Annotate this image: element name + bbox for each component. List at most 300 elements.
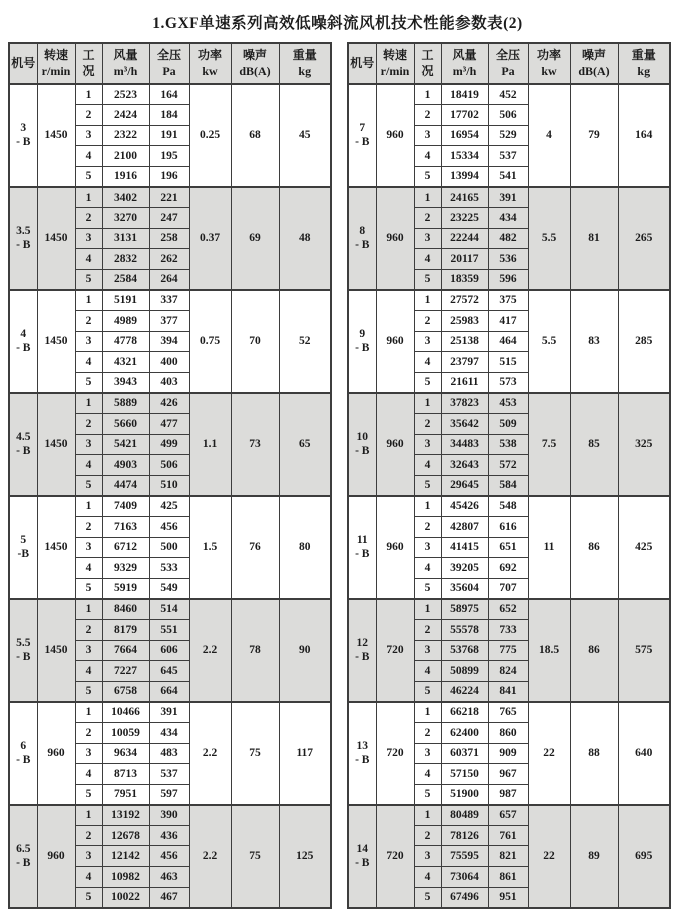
cell-airflow: 27572 — [441, 290, 488, 311]
cell-pressure: 536 — [488, 249, 528, 270]
cell-pressure: 477 — [149, 414, 189, 435]
cell-noise: 85 — [570, 393, 618, 496]
cell-power: 11 — [528, 496, 570, 599]
cell-airflow: 18359 — [441, 269, 488, 290]
cell-power: 2.2 — [189, 805, 231, 908]
cell-condition: 2 — [414, 311, 441, 332]
cell-condition: 1 — [75, 290, 102, 311]
cell-airflow: 8713 — [102, 764, 149, 785]
cell-weight: 45 — [279, 84, 331, 187]
cell-condition: 5 — [75, 475, 102, 496]
cell-condition: 5 — [414, 681, 441, 702]
cell-condition: 2 — [414, 414, 441, 435]
cell-condition: 3 — [414, 228, 441, 249]
cell-speed: 1450 — [37, 393, 75, 496]
cell-power: 18.5 — [528, 599, 570, 702]
cell-speed: 720 — [376, 702, 414, 805]
col-header-condition: 工 况 — [75, 43, 102, 84]
spec-row — [9, 496, 331, 517]
cell-condition: 1 — [414, 393, 441, 414]
cell-weight: 425 — [618, 496, 670, 599]
cell-airflow: 25138 — [441, 331, 488, 352]
cell-pressure: 403 — [149, 372, 189, 393]
cell-weight: 575 — [618, 599, 670, 702]
cell-airflow: 67496 — [441, 887, 488, 908]
cell-pressure: 541 — [488, 166, 528, 187]
cell-condition: 2 — [75, 825, 102, 846]
cell-condition: 4 — [414, 867, 441, 888]
cell-condition: 1 — [75, 496, 102, 517]
cell-speed: 720 — [376, 805, 414, 908]
cell-airflow: 2832 — [102, 249, 149, 270]
spec-row — [9, 290, 331, 311]
cell-speed: 1450 — [37, 187, 75, 290]
spec-row — [9, 187, 331, 208]
cell-condition: 2 — [75, 722, 102, 743]
cell-condition: 3 — [75, 537, 102, 558]
cell-airflow: 10982 — [102, 867, 149, 888]
cell-airflow: 2424 — [102, 105, 149, 126]
cell-power: 5.5 — [528, 187, 570, 290]
cell-condition: 2 — [414, 722, 441, 743]
cell-weight: 164 — [618, 84, 670, 187]
cell-model: 11 - B — [348, 496, 376, 599]
cell-condition: 4 — [414, 558, 441, 579]
cell-pressure: 426 — [149, 393, 189, 414]
cell-pressure: 606 — [149, 640, 189, 661]
cell-pressure: 538 — [488, 434, 528, 455]
cell-airflow: 45426 — [441, 496, 488, 517]
cell-condition: 4 — [414, 455, 441, 476]
cell-pressure: 841 — [488, 681, 528, 702]
cell-model: 7 - B — [348, 84, 376, 187]
cell-model: 5 -B — [9, 496, 37, 599]
cell-condition: 1 — [75, 187, 102, 208]
cell-weight: 125 — [279, 805, 331, 908]
cell-condition: 4 — [414, 249, 441, 270]
cell-condition: 3 — [75, 125, 102, 146]
cell-condition: 1 — [414, 290, 441, 311]
cell-speed: 1450 — [37, 496, 75, 599]
spec-table-left — [8, 42, 332, 909]
cell-pressure: 533 — [149, 558, 189, 579]
cell-speed: 960 — [37, 805, 75, 908]
cell-noise: 86 — [570, 496, 618, 599]
cell-pressure: 434 — [149, 722, 189, 743]
cell-condition: 5 — [414, 269, 441, 290]
cell-speed: 720 — [376, 599, 414, 702]
cell-pressure: 400 — [149, 352, 189, 373]
cell-airflow: 4778 — [102, 331, 149, 352]
cell-airflow: 7409 — [102, 496, 149, 517]
cell-condition: 3 — [75, 331, 102, 352]
cell-pressure: 909 — [488, 743, 528, 764]
cell-airflow: 9634 — [102, 743, 149, 764]
cell-model: 6.5 - B — [9, 805, 37, 908]
cell-condition: 1 — [75, 702, 102, 723]
cell-condition: 5 — [75, 681, 102, 702]
cell-airflow: 22244 — [441, 228, 488, 249]
cell-pressure: 456 — [149, 516, 189, 537]
col-header-power: 功率 kw — [528, 43, 570, 84]
cell-airflow: 50899 — [441, 661, 488, 682]
cell-pressure: 394 — [149, 331, 189, 352]
col-header-condition: 工 况 — [414, 43, 441, 84]
cell-noise: 78 — [231, 599, 279, 702]
cell-airflow: 29645 — [441, 475, 488, 496]
cell-power: 0.25 — [189, 84, 231, 187]
cell-weight: 117 — [279, 702, 331, 805]
header-row — [348, 43, 670, 84]
cell-noise: 68 — [231, 84, 279, 187]
spec-row — [348, 702, 670, 723]
spec-row — [348, 290, 670, 311]
cell-condition: 1 — [414, 702, 441, 723]
cell-condition: 3 — [414, 537, 441, 558]
cell-pressure: 549 — [149, 578, 189, 599]
cell-airflow: 32643 — [441, 455, 488, 476]
cell-pressure: 967 — [488, 764, 528, 785]
cell-condition: 3 — [414, 125, 441, 146]
cell-airflow: 3402 — [102, 187, 149, 208]
cell-airflow: 66218 — [441, 702, 488, 723]
spec-row — [9, 393, 331, 414]
cell-airflow: 78126 — [441, 825, 488, 846]
cell-condition: 3 — [414, 846, 441, 867]
cell-condition: 5 — [75, 784, 102, 805]
page-title: 1.GXF单速系列高效低噪斜流风机技术性能参数表(2) — [152, 15, 523, 32]
cell-condition: 1 — [414, 599, 441, 620]
cell-airflow: 4474 — [102, 475, 149, 496]
cell-airflow: 25983 — [441, 311, 488, 332]
cell-condition: 2 — [414, 619, 441, 640]
cell-pressure: 483 — [149, 743, 189, 764]
cell-weight: 640 — [618, 702, 670, 805]
cell-noise: 89 — [570, 805, 618, 908]
cell-power: 2.2 — [189, 599, 231, 702]
cell-weight: 325 — [618, 393, 670, 496]
cell-weight: 52 — [279, 290, 331, 393]
col-header-model: 机号 — [348, 43, 376, 84]
cell-noise: 83 — [570, 290, 618, 393]
cell-pressure: 596 — [488, 269, 528, 290]
cell-pressure: 551 — [149, 619, 189, 640]
spec-table-right — [347, 42, 671, 909]
spec-row — [348, 496, 670, 517]
cell-pressure: 436 — [149, 825, 189, 846]
cell-pressure: 184 — [149, 105, 189, 126]
cell-pressure: 707 — [488, 578, 528, 599]
cell-airflow: 3270 — [102, 208, 149, 229]
cell-pressure: 652 — [488, 599, 528, 620]
cell-model: 8 - B — [348, 187, 376, 290]
cell-airflow: 21611 — [441, 372, 488, 393]
cell-airflow: 13994 — [441, 166, 488, 187]
cell-condition: 2 — [75, 516, 102, 537]
cell-condition: 5 — [75, 887, 102, 908]
cell-airflow: 39205 — [441, 558, 488, 579]
cell-airflow: 75595 — [441, 846, 488, 867]
cell-condition: 4 — [75, 867, 102, 888]
cell-airflow: 42807 — [441, 516, 488, 537]
cell-pressure: 247 — [149, 208, 189, 229]
cell-airflow: 6758 — [102, 681, 149, 702]
cell-speed: 1450 — [37, 290, 75, 393]
cell-airflow: 15334 — [441, 146, 488, 167]
cell-condition: 2 — [414, 825, 441, 846]
cell-condition: 3 — [75, 640, 102, 661]
cell-condition: 4 — [414, 352, 441, 373]
cell-airflow: 8179 — [102, 619, 149, 640]
cell-pressure: 467 — [149, 887, 189, 908]
cell-airflow: 12142 — [102, 846, 149, 867]
cell-pressure: 377 — [149, 311, 189, 332]
cell-airflow: 24165 — [441, 187, 488, 208]
cell-pressure: 861 — [488, 867, 528, 888]
cell-noise: 75 — [231, 702, 279, 805]
cell-condition: 5 — [75, 166, 102, 187]
cell-weight: 90 — [279, 599, 331, 702]
cell-condition: 4 — [414, 764, 441, 785]
cell-condition: 1 — [414, 84, 441, 105]
spec-row — [348, 393, 670, 414]
cell-pressure: 514 — [149, 599, 189, 620]
cell-pressure: 733 — [488, 619, 528, 640]
cell-noise: 70 — [231, 290, 279, 393]
cell-power: 22 — [528, 805, 570, 908]
cell-airflow: 5889 — [102, 393, 149, 414]
cell-airflow: 37823 — [441, 393, 488, 414]
cell-noise: 88 — [570, 702, 618, 805]
cell-condition: 3 — [75, 228, 102, 249]
cell-speed: 960 — [376, 496, 414, 599]
cell-pressure: 657 — [488, 805, 528, 826]
cell-pressure: 987 — [488, 784, 528, 805]
cell-pressure: 761 — [488, 825, 528, 846]
cell-airflow: 34483 — [441, 434, 488, 455]
cell-condition: 4 — [414, 661, 441, 682]
cell-model: 3 - B — [9, 84, 37, 187]
cell-pressure: 164 — [149, 84, 189, 105]
cell-pressure: 821 — [488, 846, 528, 867]
cell-airflow: 23797 — [441, 352, 488, 373]
col-header-airflow: 风量 m³/h — [102, 43, 149, 84]
spec-row — [348, 84, 670, 105]
cell-pressure: 572 — [488, 455, 528, 476]
cell-condition: 3 — [75, 743, 102, 764]
spec-row — [348, 599, 670, 620]
cell-condition: 2 — [414, 516, 441, 537]
cell-airflow: 3131 — [102, 228, 149, 249]
cell-pressure: 453 — [488, 393, 528, 414]
cell-noise: 69 — [231, 187, 279, 290]
cell-airflow: 4903 — [102, 455, 149, 476]
cell-noise: 75 — [231, 805, 279, 908]
cell-airflow: 3943 — [102, 372, 149, 393]
spec-row — [9, 702, 331, 723]
col-header-weight: 重量 kg — [279, 43, 331, 84]
cell-airflow: 2322 — [102, 125, 149, 146]
cell-pressure: 191 — [149, 125, 189, 146]
cell-pressure: 452 — [488, 84, 528, 105]
cell-weight: 65 — [279, 393, 331, 496]
cell-airflow: 12678 — [102, 825, 149, 846]
cell-airflow: 2584 — [102, 269, 149, 290]
cell-condition: 2 — [75, 208, 102, 229]
cell-condition: 3 — [75, 434, 102, 455]
cell-pressure: 824 — [488, 661, 528, 682]
cell-noise: 76 — [231, 496, 279, 599]
cell-pressure: 375 — [488, 290, 528, 311]
cell-condition: 1 — [75, 84, 102, 105]
cell-pressure: 529 — [488, 125, 528, 146]
col-header-noise: 噪声 dB(A) — [570, 43, 618, 84]
cell-condition: 5 — [75, 578, 102, 599]
cell-condition: 5 — [414, 784, 441, 805]
col-header-power: 功率 kw — [189, 43, 231, 84]
cell-pressure: 390 — [149, 805, 189, 826]
cell-condition: 5 — [414, 887, 441, 908]
cell-power: 5.5 — [528, 290, 570, 393]
cell-condition: 5 — [414, 475, 441, 496]
cell-model: 12 - B — [348, 599, 376, 702]
cell-model: 13 - B — [348, 702, 376, 805]
cell-condition: 4 — [414, 146, 441, 167]
cell-condition: 2 — [75, 414, 102, 435]
cell-airflow: 35642 — [441, 414, 488, 435]
cell-weight: 265 — [618, 187, 670, 290]
cell-airflow: 73064 — [441, 867, 488, 888]
cell-condition: 1 — [414, 187, 441, 208]
cell-airflow: 10022 — [102, 887, 149, 908]
cell-condition: 3 — [414, 743, 441, 764]
cell-airflow: 8460 — [102, 599, 149, 620]
cell-airflow: 57150 — [441, 764, 488, 785]
cell-condition: 5 — [75, 269, 102, 290]
cell-condition: 1 — [75, 393, 102, 414]
cell-pressure: 506 — [149, 455, 189, 476]
cell-speed: 960 — [37, 702, 75, 805]
cell-pressure: 337 — [149, 290, 189, 311]
cell-model: 4.5 - B — [9, 393, 37, 496]
cell-weight: 80 — [279, 496, 331, 599]
cell-airflow: 60371 — [441, 743, 488, 764]
cell-condition: 1 — [414, 805, 441, 826]
cell-condition: 4 — [75, 249, 102, 270]
cell-pressure: 664 — [149, 681, 189, 702]
cell-pressure: 616 — [488, 516, 528, 537]
cell-airflow: 58975 — [441, 599, 488, 620]
col-header-speed: 转速 r/min — [37, 43, 75, 84]
cell-model: 14 - B — [348, 805, 376, 908]
cell-condition: 5 — [414, 166, 441, 187]
cell-condition: 4 — [75, 661, 102, 682]
header-row — [9, 43, 331, 84]
cell-airflow: 5191 — [102, 290, 149, 311]
cell-model: 3.5 - B — [9, 187, 37, 290]
cell-pressure: 537 — [149, 764, 189, 785]
cell-pressure: 195 — [149, 146, 189, 167]
cell-airflow: 9329 — [102, 558, 149, 579]
cell-condition: 1 — [75, 805, 102, 826]
tables-container — [0, 42, 675, 909]
cell-pressure: 584 — [488, 475, 528, 496]
cell-airflow: 20117 — [441, 249, 488, 270]
cell-pressure: 258 — [149, 228, 189, 249]
col-header-weight: 重量 kg — [618, 43, 670, 84]
cell-condition: 4 — [75, 146, 102, 167]
col-header-model: 机号 — [9, 43, 37, 84]
cell-condition: 2 — [75, 105, 102, 126]
cell-airflow: 17702 — [441, 105, 488, 126]
cell-noise: 81 — [570, 187, 618, 290]
cell-airflow: 41415 — [441, 537, 488, 558]
cell-model: 6 - B — [9, 702, 37, 805]
cell-airflow: 16954 — [441, 125, 488, 146]
cell-weight: 285 — [618, 290, 670, 393]
cell-pressure: 860 — [488, 722, 528, 743]
cell-condition: 4 — [75, 455, 102, 476]
cell-model: 4 - B — [9, 290, 37, 393]
cell-power: 0.37 — [189, 187, 231, 290]
col-header-speed: 转速 r/min — [376, 43, 414, 84]
cell-pressure: 391 — [488, 187, 528, 208]
cell-condition: 2 — [414, 208, 441, 229]
col-header-pressure: 全压 Pa — [488, 43, 528, 84]
cell-pressure: 506 — [488, 105, 528, 126]
cell-pressure: 951 — [488, 887, 528, 908]
cell-pressure: 425 — [149, 496, 189, 517]
cell-airflow: 4321 — [102, 352, 149, 373]
cell-airflow: 7163 — [102, 516, 149, 537]
cell-condition: 5 — [75, 372, 102, 393]
cell-airflow: 6712 — [102, 537, 149, 558]
cell-pressure: 597 — [149, 784, 189, 805]
cell-airflow: 7227 — [102, 661, 149, 682]
cell-airflow: 10466 — [102, 702, 149, 723]
cell-airflow: 13192 — [102, 805, 149, 826]
cell-speed: 1450 — [37, 599, 75, 702]
cell-airflow: 80489 — [441, 805, 488, 826]
cell-power: 1.5 — [189, 496, 231, 599]
cell-condition: 4 — [75, 558, 102, 579]
cell-condition: 4 — [75, 764, 102, 785]
page — [0, 11, 675, 909]
cell-pressure: 775 — [488, 640, 528, 661]
cell-noise: 86 — [570, 599, 618, 702]
cell-airflow: 1916 — [102, 166, 149, 187]
col-header-noise: 噪声 dB(A) — [231, 43, 279, 84]
cell-pressure: 456 — [149, 846, 189, 867]
cell-noise: 73 — [231, 393, 279, 496]
cell-pressure: 196 — [149, 166, 189, 187]
cell-airflow: 5421 — [102, 434, 149, 455]
cell-condition: 2 — [75, 311, 102, 332]
cell-power: 4 — [528, 84, 570, 187]
cell-pressure: 573 — [488, 372, 528, 393]
cell-speed: 960 — [376, 393, 414, 496]
cell-speed: 1450 — [37, 84, 75, 187]
cell-airflow: 53768 — [441, 640, 488, 661]
cell-condition: 2 — [414, 105, 441, 126]
cell-airflow: 7951 — [102, 784, 149, 805]
cell-model: 9 - B — [348, 290, 376, 393]
cell-pressure: 262 — [149, 249, 189, 270]
cell-airflow: 46224 — [441, 681, 488, 702]
cell-condition: 3 — [75, 846, 102, 867]
cell-pressure: 417 — [488, 311, 528, 332]
cell-airflow: 5660 — [102, 414, 149, 435]
